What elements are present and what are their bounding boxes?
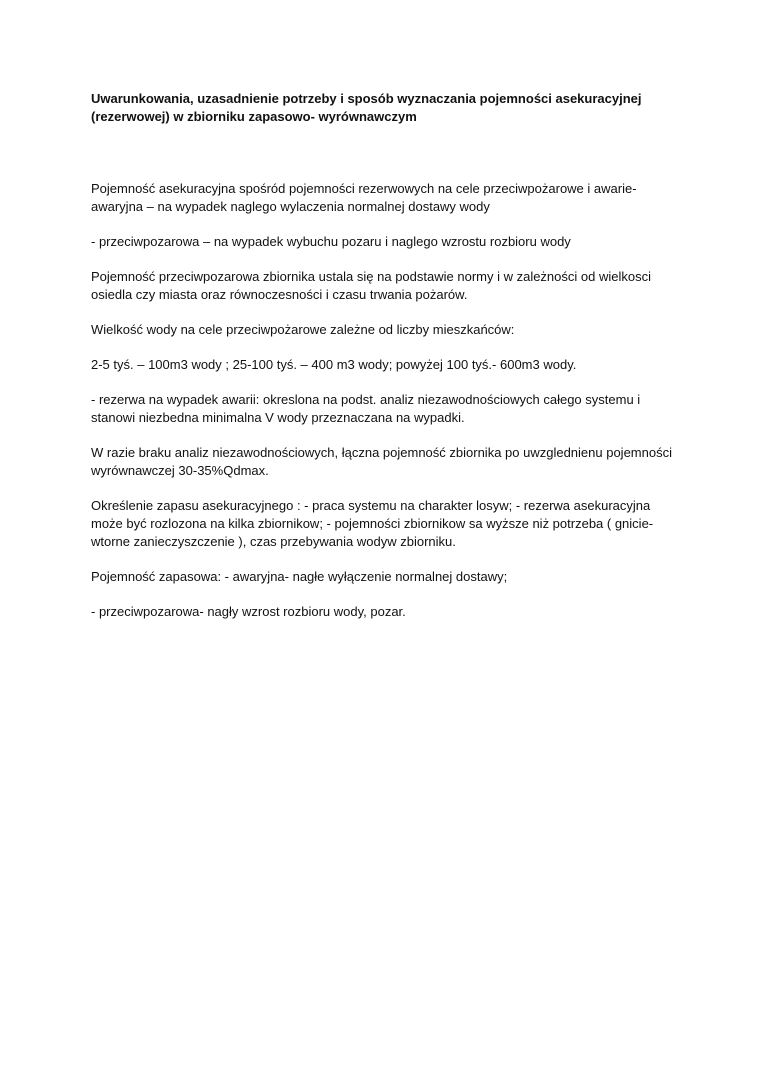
paragraph-line: - przeciwpozarowa – na wypadek wybuchu pozaru i naglego wzrostu rozbioru wody <box>91 234 571 249</box>
paragraph-line: Pojemność asekuracyjna spośród pojemności rezerwowych na cele przeciwpożarowe i awarie- <box>91 181 637 196</box>
title-line: (rezerwowej) w zbiorniku zapasowo- wyrównawczym <box>91 109 417 124</box>
paragraph-fire-reserve <box>91 233 681 251</box>
paragraph-line: W razie braku analiz niezawodnościowych, łączna pojemność zbiornika po uwzglednienu pojemności <box>91 445 672 460</box>
paragraph-line: Określenie zapasu asekuracyjnego : - praca systemu na charakter losyw; - rezerwa asekuracyjna <box>91 498 651 513</box>
paragraph-determination <box>91 497 681 551</box>
paragraph-line: Pojemność przeciwpozarowa zbiornika ustala się na podstawie normy i w zależności od wielkosci <box>91 269 651 284</box>
paragraph-failure-reserve <box>91 391 681 427</box>
paragraph-line: - rezerwa na wypadek awarii: okreslona na podst. analiz niezawodnościowych całego systemu i <box>91 392 641 407</box>
paragraph-line: awaryjna – na wypadek naglego wylaczenia normalnej dostawy wody <box>91 199 490 214</box>
document-body <box>91 180 681 638</box>
paragraph-population-volumes <box>91 356 681 374</box>
paragraph-water-amount <box>91 321 681 339</box>
paragraph-line: Wielkość wody na cele przeciwpożarowe zależne od liczby mieszkańców: <box>91 322 515 337</box>
paragraph-line: może być rozlozona na kilka zbiornikow; - pojemności zbiornikow sa wyższe niż potrzeba ( gnicie- <box>91 516 654 531</box>
paragraph-line: Pojemność zapasowa: - awaryjna- nagłe wyłączenie normalnej dostawy; <box>91 569 508 584</box>
paragraph-line: wtorne zanieczyszczenie ), czas przebywania wodyw zbiorniku. <box>91 534 456 549</box>
paragraph-line: 2-5 tyś. – 100m3 wody ; 25-100 tyś. – 400 m3 wody; powyżej 100 tyś.- 600m3 wody. <box>91 357 577 372</box>
paragraph-aseku-definition <box>91 180 681 216</box>
paragraph-line: - przeciwpozarowa- nagły wzrost rozbioru wody, pozar. <box>91 604 406 619</box>
paragraph-line: wyrównawczej 30-35%Qdmax. <box>91 463 269 478</box>
paragraph-reserve-capacity <box>91 568 681 586</box>
title-line: Uwarunkowania, uzasadnienie potrzeby i sposób wyznaczania pojemności asekuracyjnej <box>91 91 642 106</box>
paragraph-fire-capacity <box>91 268 681 304</box>
paragraph-line: stanowi niezbedna minimalna V wody przeznaczana na wypadki. <box>91 410 465 425</box>
document-title <box>91 90 681 126</box>
paragraph-line: osiedla czy miasta oraz równoczesności i czasu trwania pożarów. <box>91 287 468 302</box>
paragraph-no-analysis <box>91 444 681 480</box>
paragraph-fire-summary <box>91 603 681 621</box>
